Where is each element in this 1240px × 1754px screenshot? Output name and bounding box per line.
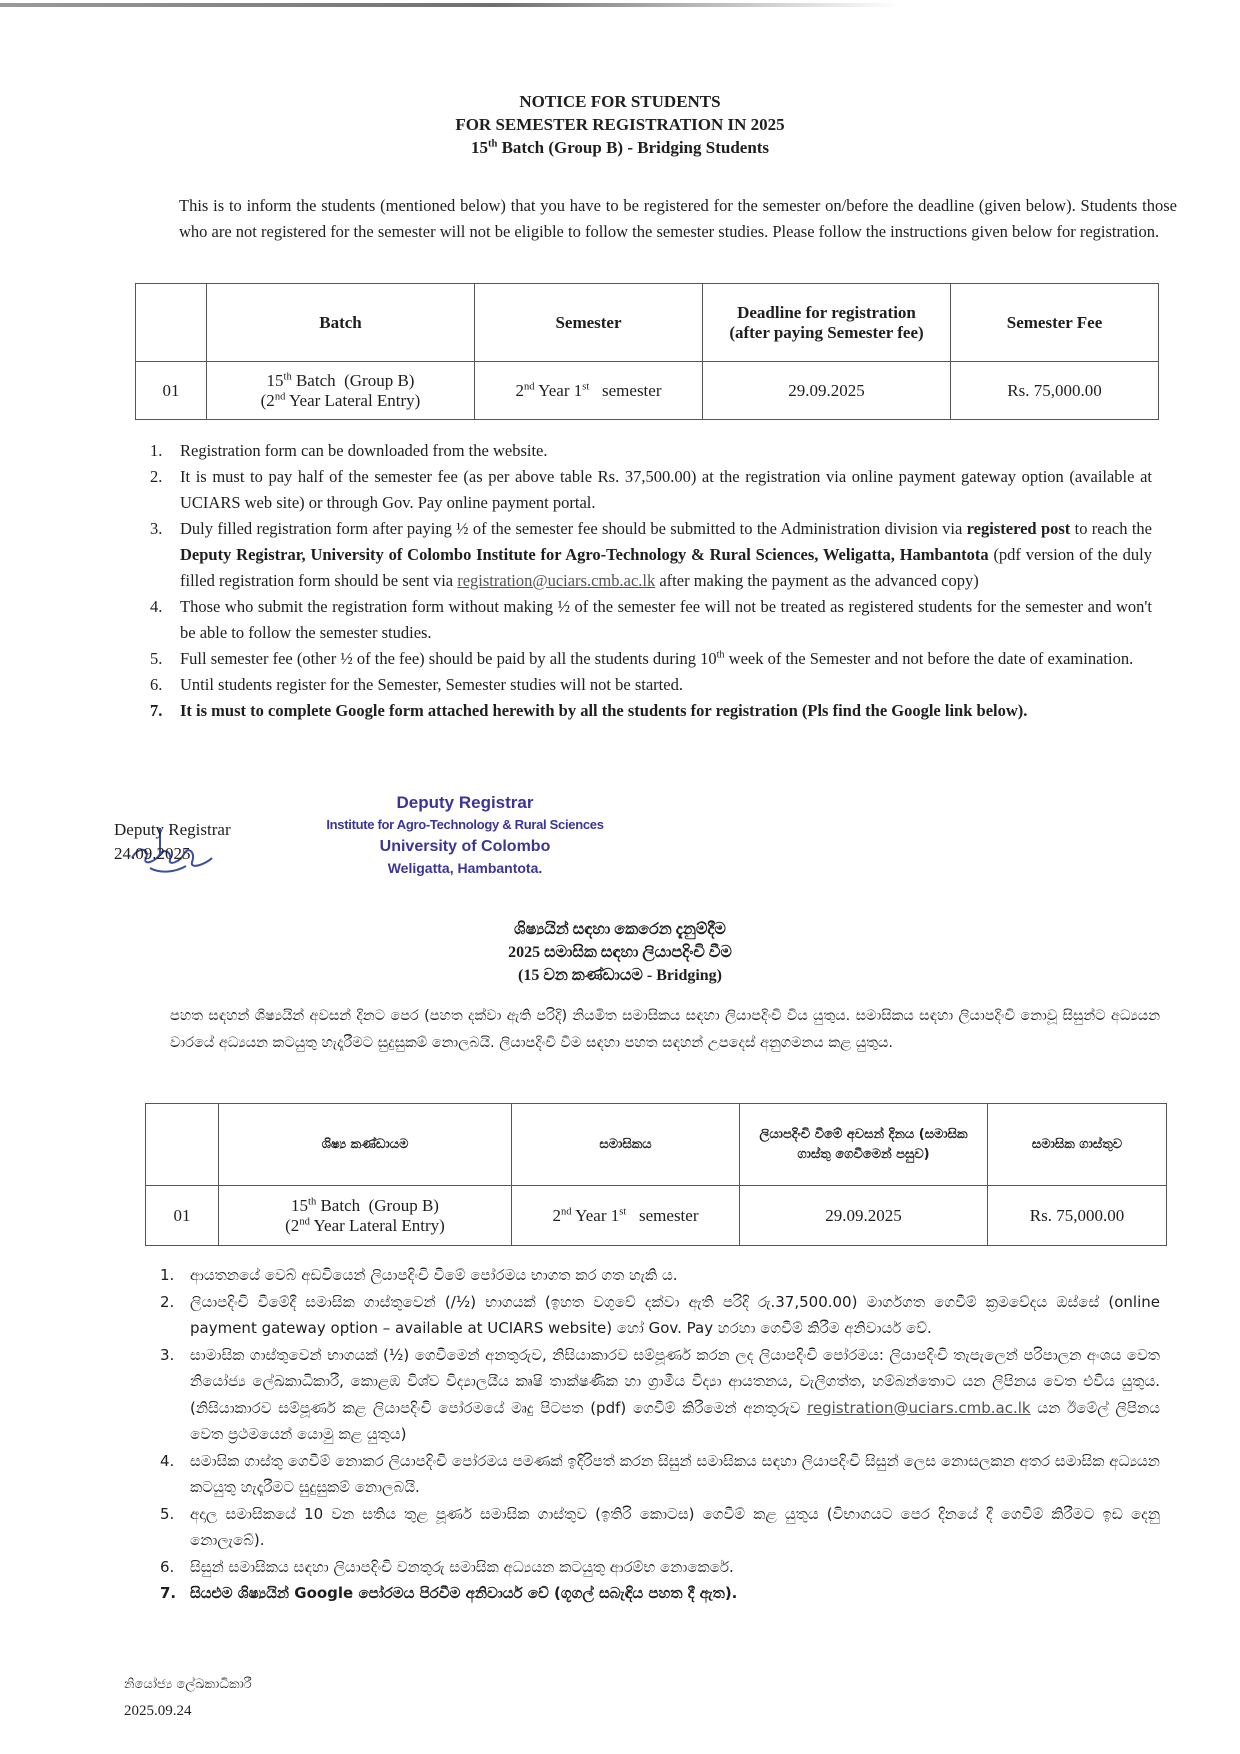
instruction-item-5: 5. Full semester fee (other ½ of the fee) should be paid by all the students during 10th week of the Semester and not before the date of examination.	[150, 649, 1134, 668]
si-title-line-3: (15 වන කණ්ඩායම - Bridging)	[517, 967, 723, 984]
si-instruction-item-4: 4. සමාසික ගාස්තු ගෙවීම් නොකර ලියාපදිංචි පෝරමය පමණක් ඉදිරිපත් කරන සිසුන් සමාසිකය සඳහා ලියාපදිංචි සිසුන් ලෙස නොසලකන අතර සමාසික අධ්‍යයන කටයුතු හැදෑරීමට සුදුසුකම් නොලබයි.	[160, 1451, 1160, 1496]
si-title-line-2: 2025 සමාසික සඳහා ලියාපදිංචි වීම	[508, 944, 732, 961]
stamp-line-1: Deputy Registrar	[396, 793, 534, 812]
si-instruction-item-3: 3. සාමාසික ගාස්තුවෙන් භාගයක් (½) ගෙවීමෙන් අනතුරුව, නිසියාකාරව සම්පූර්ණ කරන ලද ලියාපදිංචි පෝරමය: ලියාපදිංචි තැපැලෙන් පරිපාලන අංශය වෙත නියෝජ්‍ය ලේඛකාධිකාරී, කොළඹ විශ්ව විද්‍යාලයීය කෘෂි තාක්ෂණික හා ග්‍රාමීය විද්‍යා ආයතනය, වැලිගත්ත, හම්බන්තොට යන ලිපිනය වෙත එවිය යුතුය. (නිසියාකාරව සම්පූර්ණ කළ ලියාපදිංචි පෝරමයේ මෘදු පිටපත (pdf) ගෙවීම් කිරීමෙන් අනතුරුව registration@uciars.cmb.ac.lk යන ඊමේල් ලිපිනය වෙත ප්‍රථමයෙන් යොමු කළ යුතුය)	[160, 1345, 1160, 1443]
si-row-batch: 15th Batch (Group B) (2nd Year Lateral Entry)	[219, 1186, 512, 1246]
si-header-fee: සමාසික ගාස්තුව	[988, 1104, 1167, 1186]
header-semester: Semester	[475, 284, 703, 362]
si-footer-title: නියෝජ්‍ය ලේඛකාධිකාරී	[124, 1677, 252, 1692]
instruction-item-1: 1. Registration form can be downloaded from the website.	[150, 441, 548, 460]
row-fee: Rs. 75,000.00	[951, 362, 1159, 420]
title-line-1: NOTICE FOR STUDENTS	[519, 92, 721, 111]
row-no: 01	[136, 362, 207, 420]
title-line-3: 15th Batch (Group B) - Bridging Students	[470, 138, 770, 157]
si-row-no: 01	[146, 1186, 219, 1246]
title-line-2: FOR SEMESTER REGISTRATION IN 2025	[455, 115, 785, 134]
sinhala-registration-table	[145, 1103, 1167, 1246]
english-title	[0, 90, 1240, 159]
si-header-no	[146, 1104, 219, 1186]
header-deadline: Deadline for registration (after paying Semester fee)	[703, 284, 951, 362]
scan-edge-line	[0, 3, 900, 7]
si-email-link[interactable]: registration@uciars.cmb.ac.lk	[807, 1398, 1031, 1417]
table-row	[146, 1186, 1167, 1246]
row-deadline: 29.09.2025	[703, 362, 951, 420]
si-row-deadline: 29.09.2025	[740, 1186, 988, 1246]
si-table-header-row	[146, 1104, 1167, 1186]
si-footer-date: 2025.09.24	[124, 1703, 192, 1719]
instruction-item-2: 2. It is must to pay half of the semester fee (as per above table Rs. 37,500.00) at the registration via online payment gateway option (available at UCIARS web site) or through Gov. Pay online payment portal.	[150, 467, 1152, 512]
official-stamp	[305, 792, 625, 878]
si-row-fee: Rs. 75,000.00	[988, 1186, 1167, 1246]
signature-title: Deputy Registrar	[114, 820, 231, 839]
header-batch: Batch	[207, 284, 475, 362]
si-instruction-item-1: 1. ආයතනයේ වෙබ් අඩවියෙන් ලියාපදිංචි වීමේ පෝරමය භාගත කර ගත හැකි ය.	[160, 1266, 678, 1284]
english-intro: This is to inform the students (mentioned below) that you have to be registered for the semester on/before the deadline (given below). Students those who are not registered for the semester will not be eligible to follow the semester studies. Please follow the instructions given below for registration.	[179, 196, 1177, 241]
header-fee: Semester Fee	[951, 284, 1159, 362]
sinhala-footer	[124, 1672, 252, 1724]
instruction-item-6: 6. Until students register for the Semester, Semester studies will not be started.	[150, 675, 683, 694]
email-link[interactable]: registration@uciars.cmb.ac.lk	[457, 571, 656, 590]
sinhala-title	[0, 918, 1240, 987]
row-batch: 15th Batch (Group B) (2nd Year Lateral Entry)	[207, 362, 475, 420]
instruction-item-4: 4. Those who submit the registration form without making ½ of the semester fee will not be treated as registered students for the semester and won't be able to follow the semester studies.	[150, 597, 1152, 642]
sinhala-intro: පහත සඳහන් ශිෂ්‍යයින් අවසන් දිනට පෙර (පහත දක්වා ඇති පරිදි) නියමිත සමාසිකය සඳහා ලියාපදිංචි විය යුතුය. සමාසිකය සඳහා ලියාපදිංචි නොවූ සිසුන්ට අධ්‍යයන වාරයේ අධ්‍යයන කටයුතු හැදෑරීමට සුදුසුකම් නොලබයි. ලියාපදිංචි වීම සඳහා පහත සඳහන් උපදෙස් අනුගමනය කළ යුතුය.	[170, 1008, 1160, 1051]
si-header-semester: සමාසිකය	[512, 1104, 740, 1186]
instruction-item-7: 7. It is must to complete Google form attached herewith by all the students for registration (Pls find the Google link below).	[150, 701, 1028, 720]
table-row	[136, 362, 1159, 420]
table-header-row	[136, 284, 1159, 362]
signature-block	[114, 818, 231, 866]
header-no	[136, 284, 207, 362]
english-registration-table	[135, 283, 1159, 420]
si-instruction-item-7: 7. සියළුම ශිෂ්‍යයින් Google පෝරමය පිරවීම අනිවාර්ය වේ (ගූගල් සබැඳිය පහත දී ඇත).	[160, 1584, 738, 1602]
row-semester: 2nd Year 1st semester	[475, 362, 703, 420]
si-instruction-item-6: 6. සිසුන් සමාසිකය සඳහා ලියාපදිංචි වනතුරු සමාසික අධ්‍යයන කටයුතු ආරම්භ නොකෙරේ.	[160, 1557, 734, 1576]
stamp-line-3: University of Colombo	[379, 838, 551, 855]
si-row-semester: 2nd Year 1st semester	[512, 1186, 740, 1246]
si-header-deadline: ලියාපදිංචි වීමේ අවසන් දිනය (සමාසික ගාස්තු ගෙවීමෙන් පසුව)	[740, 1104, 988, 1186]
si-instruction-item-2: 2. ලියාපදිංචි වීමේදී සමාසික ගාස්තුවෙන් (/½) භාගයක් (ඉහත වගුවේ දක්වා ඇති පරිදි රු.37,500.00) මාර්ගගත ගෙවීම් ක්‍රමවේදය ඔස්සේ (online payment gateway option – available at UCIARS website) හෝ Gov. Pay හරහා ගෙවීම් කිරීම අනිවාර්ය වේ.	[160, 1292, 1160, 1337]
signature-date: 24.09.2025	[114, 844, 191, 863]
sinhala-instructions	[145, 1262, 1160, 1607]
instruction-item-3: 3. Duly filled registration form after paying ½ of the semester fee should be submitted to the Administration division via registered post to reach the Deputy Registrar, University of Colombo Institute for Agro-Technology & Rural Sciences, Weligatta, Hambantota (pdf version of the duly filled registration form should be sent via registration@uciars.cmb.ac.lk after making the payment as the advanced copy)	[150, 519, 1152, 590]
si-instruction-item-5: 5. අදාල සමාසිකයේ 10 වන සතිය තුළ පූර්ණ සමාසික ගාස්තුව (ඉතිරි කොටස) ගෙවීම් කළ යුතුය (විභාගයට පෙර දිනයේ දී ගෙවීම් කිරීමට ඉඩ දෙනු නොලැබේ).	[160, 1504, 1160, 1549]
stamp-line-2: Institute for Agro-Technology & Rural Sciences	[326, 817, 604, 832]
si-title-line-1: ශිෂ්‍යයින් සඳහා කෙරෙන දැනුම්දීම	[514, 921, 726, 938]
si-header-batch: ශිෂ්‍ය කණ්ඩායම	[219, 1104, 512, 1186]
stamp-line-4: Weligatta, Hambantota.	[387, 860, 543, 876]
english-instructions	[135, 438, 1152, 724]
